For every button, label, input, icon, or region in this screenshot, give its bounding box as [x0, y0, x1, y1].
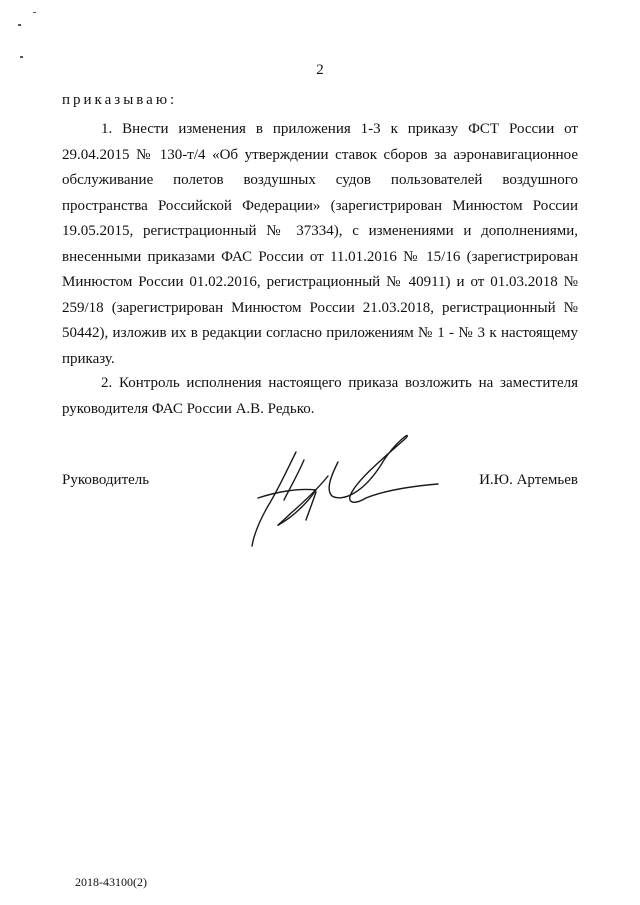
scan-speck: [18, 24, 21, 26]
paragraph-1: 1. Внести изменения в приложения 1-3 к приказу ФСТ России от 29.04.2015 № 130-т/4 «Об утверждении ставок сборов за аэронавигационное обслуживание полетов воздушных судов пользователей воздушного пространства Российской Федерации» (зарегистрирован Минюстом России 19.05.2015, регистрационный № 37334), с изменениями и дополнениями, внесенными приказами ФАС России от 11.01.2016 № 15/16 (зарегистрирован Минюстом России 01.02.2016, регистрационный № 40911) и от 01.03.2018 № 259/18 (зарегистрирован Минюстом России 21.03.2018, регистрационный № 50442), изложив их в редакции согласно приложениям № 1 - № 3 к настоящему приказу.: [62, 121, 578, 367]
signatory-title: Руководитель: [62, 472, 150, 488]
signatory-name: И.Ю. Артемьев: [479, 472, 578, 488]
order-intro: приказываю:: [62, 92, 178, 108]
page-number: 2: [316, 62, 324, 78]
document-code: 2018-43100(2): [75, 875, 147, 889]
scan-speck: [33, 12, 36, 13]
handwritten-signature: [246, 428, 442, 552]
paragraph-2: 2. Контроль исполнения настоящего приказа возложить на заместителя руководителя ФАС России А.В. Редько.: [62, 375, 578, 417]
scan-speck: [20, 56, 23, 58]
